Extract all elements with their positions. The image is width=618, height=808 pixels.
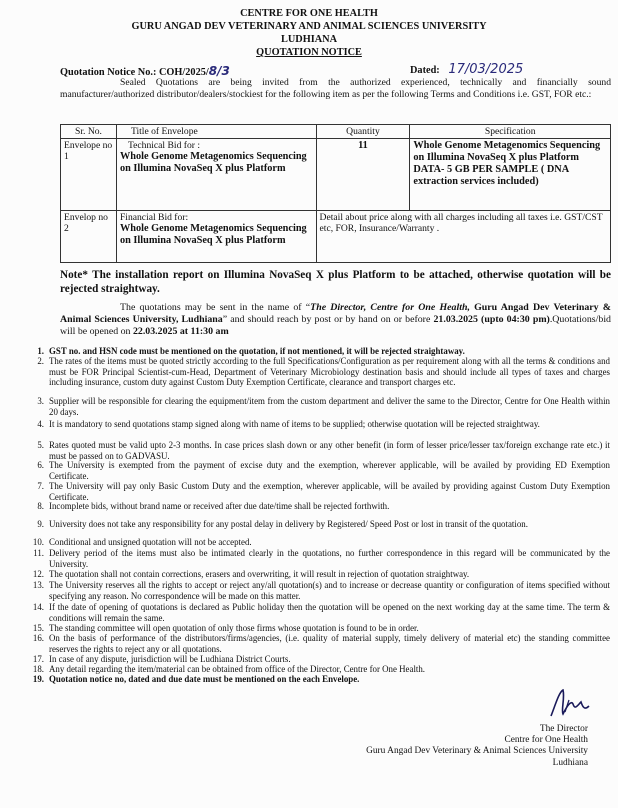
- header-sr-no: Sr. No.: [61, 125, 117, 139]
- notice-title: QUOTATION NOTICE: [256, 47, 362, 58]
- row1-title-bold: Whole Genome Metagenomics Sequencing on Illumina NovaSeq X plus Platform: [119, 151, 307, 174]
- term-number: 8.: [37, 501, 44, 511]
- term-number: 15.: [32, 623, 44, 633]
- term-item: [30, 548, 610, 569]
- row2-title-plain: Financial Bid for:: [119, 212, 189, 223]
- term-number: 7.: [37, 481, 44, 491]
- row2-detail: Detail about price along with all charges including all taxes i.e. GST/CST etc, FOR, Insurance/Warranty .: [316, 211, 610, 263]
- intro-paragraph: Sealed Quotations are being invited from the authorized experienced, technically and financially sound manufacturer/authorized distributor/dealers/stockiest for the following item as per the following Terms and Conditions i.e. GST, FOR etc.:: [60, 77, 611, 100]
- term-text: The University is exempted from the payment of excise duty and the exemption, wherever applicable, will be availed by providing ED Exemption Certificate.: [49, 460, 610, 481]
- term-text: Supplier will be responsible for clearing the equipment/item from the custom department and deliver the same to the Director, Centre for One Health within 20 days.: [49, 396, 610, 417]
- term-item: [30, 633, 610, 654]
- term-item: [30, 501, 610, 512]
- term-number: 16.: [32, 633, 44, 643]
- row2-title-bold: Whole Genome Metagenomics Sequencing on Illumina NovaSeq X plus Platform: [119, 223, 307, 246]
- term-number: 5.: [37, 440, 44, 450]
- term-number: 10.: [32, 537, 44, 547]
- term-number: 4.: [37, 419, 44, 429]
- term-item: [30, 602, 610, 623]
- term-number: 17.: [32, 654, 44, 664]
- term-text: In case of any dispute, jurisdiction will be Ludhiana District Courts.: [49, 654, 291, 664]
- term-text: If the date of opening of quotations is declared as Public holiday then the quotation will be opened on the next working day at the same time. The term & conditions will remain the same.: [49, 602, 610, 623]
- term-item: [30, 654, 610, 665]
- notice-date: [410, 62, 523, 77]
- row1-title-plain: Technical Bid for :: [127, 140, 201, 151]
- term-number: 6.: [37, 460, 44, 470]
- notice-number-label: Quotation Notice No.: COH/2025/: [60, 67, 209, 78]
- notice-number-handwritten: 8/3: [208, 64, 230, 78]
- header-quantity: Quantity: [316, 125, 410, 139]
- send-text-4: .Quotations/bid will be opened on: [60, 314, 611, 337]
- term-text: The University will pay only Basic Custom Duty and the exemption, wherever applicable, will be availed by providing against Custom Duty Exemption Certificate.: [49, 481, 610, 502]
- term-text: The standing committee will open quotation of only those firms whose quotation is found to be in order.: [49, 623, 419, 633]
- row1-spec: Whole Genome Metagenomics Sequencing on Illumina NovaSeq X plus Platform DATA- 5 GB PER SAMPLE ( DNA extraction services included): [410, 139, 611, 211]
- term-number: 18.: [32, 664, 44, 674]
- term-text: Conditional and unsigned quotation will not be accepted.: [49, 537, 252, 547]
- term-text: Delivery period of the items must also be intimated clearly in the quotations, no further correspondence in this regard will be communicated by the University.: [49, 548, 610, 569]
- term-number: 13.: [32, 580, 44, 590]
- term-item: [30, 580, 610, 601]
- term-item: [30, 664, 610, 675]
- table-row: [61, 211, 611, 263]
- term-text: Incomplete bids, without brand name or received after due date/time shall be rejected forthwith.: [49, 501, 390, 511]
- term-text: On the basis of performance of the distributors/firms/agencies, (i.e. quality of material supply, timely delivery of material etc) the standing committee reserves the rights to reject any or all quotations.: [49, 633, 610, 654]
- send-university: Guru Angad Dev Veterinary & Animal Sciences University, Ludhiana: [60, 302, 612, 325]
- send-opening: 22.03.2025 at 11:30 am: [132, 326, 229, 337]
- date-handwritten: 17/03/2025: [448, 62, 524, 77]
- term-item: [30, 623, 610, 634]
- envelope-table: [60, 124, 611, 263]
- term-item: [30, 569, 610, 580]
- term-number: 3.: [37, 396, 44, 406]
- row1-quantity: 11: [316, 139, 410, 211]
- term-text: The quotation shall not contain corrections, erasers and overwriting, it will result in rejection of quotation straightway.: [49, 569, 470, 579]
- term-text: The University reserves all the rights to accept or reject any/all quotation(s) and to increase or decrease quantity or configuration of items specified without specifying any reason. No correspondence will be made on this matter.: [49, 580, 610, 601]
- header-specification: Specification: [410, 125, 611, 139]
- term-item: [30, 481, 610, 502]
- term-item: [30, 440, 610, 461]
- term-number: 2.: [37, 356, 44, 366]
- table-header-row: [61, 125, 611, 139]
- term-text: The rates of the items must be quoted strictly according to the full Specifications/Configuration as per requirement along with all the terms & conditions and must be FOR Principal Scientist-cum-Head, Department of Veterinary Microbiology destination basis and should include all types of taxes and charges including insurance, custom duty against Custom Duty Exemption Certificate, clearance and transport charges etc.: [49, 356, 610, 387]
- row1-title: [116, 139, 316, 211]
- term-number: 9.: [37, 519, 44, 529]
- signature-university: Guru Angad Dev Veterinary & Animal Sciences University: [366, 746, 588, 756]
- sending-paragraph: [60, 302, 611, 338]
- send-text-1: The quotations may be sent in the name of “: [120, 302, 311, 313]
- send-address: The Director, Centre for One Health,: [310, 302, 470, 313]
- send-text-3: ” and should reach by post or by hand on or before: [222, 314, 434, 325]
- row1-sr: Envelope no 1: [61, 139, 117, 211]
- term-text: Quotation notice no, dated and due date must be mentioned on the each Envelope.: [49, 674, 360, 684]
- send-deadline: 21.03.2025 (upto 04:30 pm): [433, 314, 550, 325]
- term-text: GST no. and HSN code must be mentioned on the quotation, if not mentioned, it will be rejected straightaway.: [49, 346, 465, 356]
- term-number: 19.: [32, 674, 44, 684]
- term-item: [30, 346, 610, 357]
- term-number: 12.: [32, 569, 44, 579]
- term-item: [30, 396, 610, 417]
- term-item: [30, 537, 610, 548]
- signature-city: Ludhiana: [552, 758, 588, 768]
- term-text: Rates quoted must be valid upto 2-3 months. In case prices slash down or any other benefit (in form of lesser price/lesser tax/foreign exchange rate etc.) it must be passed on to GADVASU.: [49, 440, 610, 461]
- term-item: [30, 460, 610, 481]
- term-number: 14.: [32, 602, 44, 612]
- term-text: It is mandatory to send quotations stamp signed along with name of items to be supplied; otherwise quotation will be rejected straightway.: [49, 419, 540, 429]
- term-number: 1.: [37, 346, 44, 356]
- term-item: [30, 356, 610, 398]
- signature-centre: Centre for One Health: [504, 735, 588, 745]
- term-number: 11.: [33, 548, 44, 558]
- term-text: University does not take any responsibility for any postal delay in delivery by Registered/ Speed Post or lost in transit of the quotation.: [49, 519, 528, 529]
- director-signature: [545, 686, 595, 722]
- table-row: [61, 139, 611, 211]
- term-item: [30, 674, 610, 685]
- signature-title: The Director: [539, 724, 588, 734]
- header-title: Title of Envelope: [116, 125, 316, 139]
- row2-sr: Envelop no 2: [61, 211, 117, 263]
- header-city: LUDHIANA: [280, 34, 338, 45]
- header-university: GURU ANGAD DEV VETERINARY AND ANIMAL SCIENCES UNIVERSITY: [131, 21, 487, 32]
- term-text: Any detail regarding the item/material can be obtained from office of the Director, Centre for One Health.: [49, 664, 426, 674]
- notice-number: [60, 64, 230, 78]
- term-item: [30, 419, 610, 440]
- row2-title: [116, 211, 316, 263]
- installation-note: Note* The installation report on Illumina NovaSeq X plus Platform to be attached, otherwise quotation will be rejected straightway.: [60, 269, 611, 295]
- date-label: Dated:: [410, 65, 440, 76]
- header-centre: CENTRE FOR ONE HEALTH: [240, 8, 378, 19]
